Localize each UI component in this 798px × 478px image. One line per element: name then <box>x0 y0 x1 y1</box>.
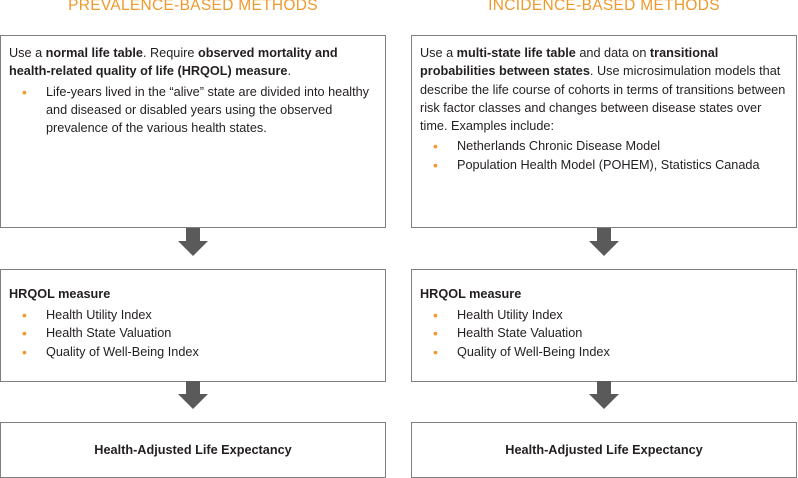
desc-text: . Require <box>142 46 198 60</box>
hrqol-bullet-list <box>412 306 796 361</box>
down-arrow-icon <box>178 381 208 409</box>
desc-text: . <box>287 64 291 79</box>
down-arrow-icon <box>589 228 619 256</box>
list-item: • Health State Valuation <box>46 324 377 342</box>
prevalence-result-box <box>0 422 386 478</box>
list-item: • Quality of Well-Being Index <box>457 343 788 361</box>
result-title: Health-Adjusted Life Expectancy <box>505 443 703 457</box>
list-item: • Health State Valuation <box>457 324 788 342</box>
list-item: • Health Utility Index <box>46 306 377 324</box>
prevalence-bullet-list <box>1 83 385 138</box>
list-item: • Health Utility Index <box>457 306 788 324</box>
desc-bold: multi-state life table <box>456 46 576 60</box>
desc-text: Use a <box>9 46 46 60</box>
desc-text: and data on <box>575 46 650 60</box>
incidence-bullet-list <box>412 137 796 174</box>
incidence-hrqol-box <box>411 269 797 382</box>
incidence-result-box <box>411 422 797 478</box>
down-arrow-icon <box>178 228 208 256</box>
prevalence-description <box>1 36 385 81</box>
result-title: Health-Adjusted Life Expectancy <box>94 443 292 457</box>
down-arrow-icon <box>589 381 619 409</box>
hrqol-title: HRQOL measure <box>420 287 522 301</box>
desc-text: . Use microsimulation models that describe the life course of cohorts in terms of transitions between risk factor classes and changes between disease states over time. Examples include: <box>420 64 786 134</box>
incidence-method-box <box>411 35 797 228</box>
desc-bold: observed mortality and health-related quality of life (HRQOL) measure <box>9 46 338 79</box>
desc-bold: normal life table <box>45 46 143 60</box>
hrqol-title: HRQOL measure <box>9 287 111 301</box>
hrqol-bullet-list <box>1 306 385 361</box>
list-item: • Life-years lived in the “alive” state are divided into healthy and diseased or disabled years using the observed prevalence of the various health states. <box>46 83 377 138</box>
list-item: • Population Health Model (POHEM), Statistics Canada <box>457 156 788 174</box>
prevalence-hrqol-box <box>0 269 386 382</box>
incidence-header: INCIDENCE-BASED METHODS <box>488 0 720 14</box>
incidence-description <box>412 36 796 135</box>
desc-text: Use a <box>420 46 457 60</box>
prevalence-method-box <box>0 35 386 228</box>
list-item: • Netherlands Chronic Disease Model <box>457 137 788 155</box>
prevalence-header: PREVALENCE-BASED METHODS <box>68 0 318 14</box>
desc-bold: transitional probabilities between states <box>420 46 719 79</box>
list-item: • Quality of Well-Being Index <box>46 343 377 361</box>
